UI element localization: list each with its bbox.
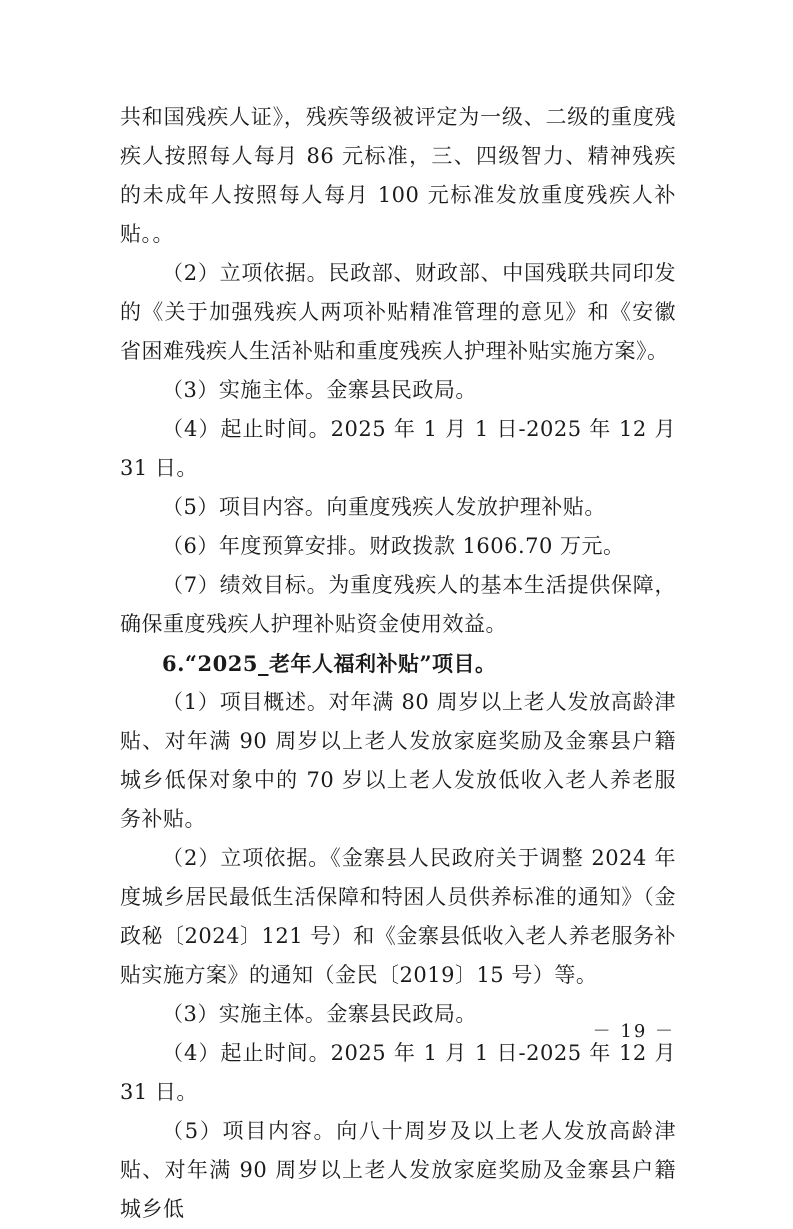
paragraph-2: （2）立项依据。民政部、财政部、中国残联共同印发的《关于加强残疾人两项补贴精准管理的意见》和《安徽省困难残疾人生活补贴和重度残疾人护理补贴实施方案》。: [120, 261, 676, 363]
body-text: [120, 98, 676, 1229]
paragraph-9: （1）项目概述。对年满 80 周岁以上老人发放高龄津贴、对年满 90 周岁以上老人发放家庭奖励及金寨县户籍城乡低保对象中的 70 岁以上老人发放低收入老人养老服务补贴。: [120, 690, 676, 831]
section-heading: 6.“2025_老年人福利补贴”项目。: [162, 651, 497, 676]
paragraph-11: （3）实施主体。金寨县民政局。: [162, 1002, 477, 1026]
paragraph-6: （6）年度预算安排。财政拨款 1606.70 万元。: [162, 534, 625, 558]
paragraph-4: （4）起止时间。2025 年 1 月 1 日-2025 年 12 月 31 日。: [120, 417, 676, 480]
paragraph-7: （7）绩效目标。为重度残疾人的基本生活提供保障，确保重度残疾人护理补贴资金使用效益。: [120, 573, 676, 636]
paragraph-13: （5）项目内容。向八十周岁及以上老人发放高龄津贴、对年满 90 周岁以上老人发放家庭奖励及金寨县户籍城乡低: [120, 1119, 676, 1221]
paragraph-1: 共和国残疾人证》，残疾等级被评定为一级、二级的重度残疾人按照每人每月 86 元标准，三、四级智力、精神残疾的未成年人按照每人每月 100 元标准发放重度残疾人补贴。。: [120, 105, 676, 246]
paragraph-12: （4）起止时间。2025 年 1 月 1 日-2025 年 12 月 31 日。: [120, 1041, 676, 1104]
paragraph-5: （5）项目内容。向重度残疾人发放护理补贴。: [162, 495, 606, 519]
paragraph-10: （2）立项依据。《金寨县人民政府关于调整 2024 年度城乡居民最低生活保障和特困人员供养标准的通知》（金政秘〔2024〕121 号）和《金寨县低收入老人养老服务补贴实施方案》的通知（金民〔2019〕15 号）等。: [120, 846, 676, 987]
page-number: － 19 －: [592, 1021, 675, 1042]
paragraph-3: （3）实施主体。金寨县民政局。: [162, 378, 477, 402]
